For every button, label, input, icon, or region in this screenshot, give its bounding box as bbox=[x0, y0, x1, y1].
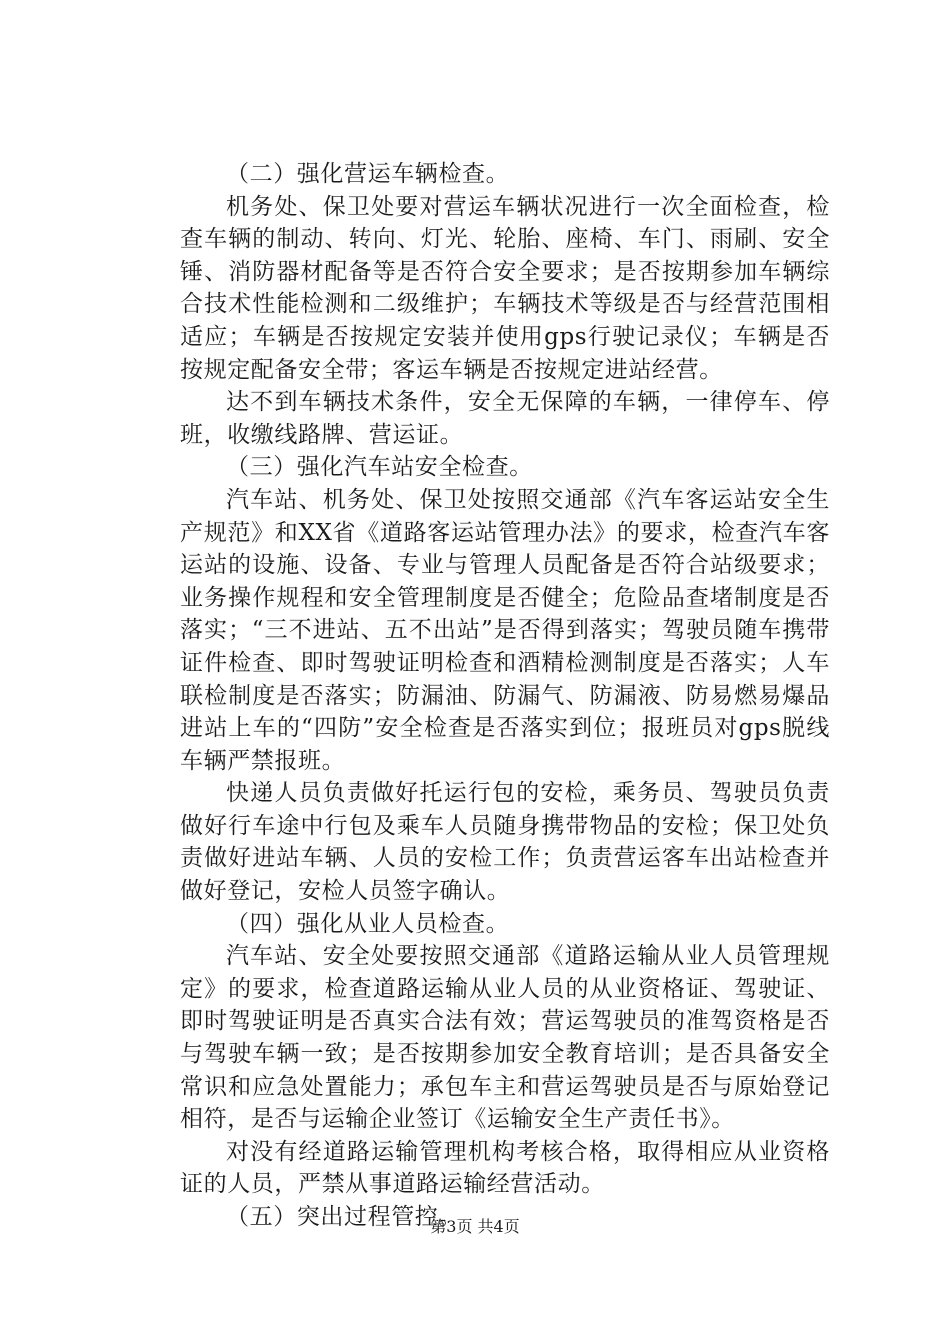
body-paragraph: 机务处、保卫处要对营运车辆状况进行一次全面检查，检查车辆的制动、转向、灯光、轮胎、座椅、车门、雨刷、安全锤、消防器材配备等是否符合安全要求；是否按期参加车辆综合技术性能检测和二级维护；车辆技术等级是否与经营范围相适应；车辆是否按规定安装并使用gps行驶记录仪；车辆是否按规定配备安全带；客运车辆是否按规定进站经营。 bbox=[180, 193, 830, 383]
section-heading-3: （三）强化汽车站安全检查。 bbox=[226, 454, 533, 481]
page-footer: 第3页 共4页 bbox=[430, 1217, 520, 1236]
body-paragraph: 对没有经道路运输管理机构考核合格，取得相应从业资格证的人员，严禁从事道路运输经营活动。 bbox=[180, 1138, 830, 1198]
section-heading-4: （四）强化从业人员检查。 bbox=[226, 910, 510, 937]
body-paragraph: 快递人员负责做好托运行包的安检，乘务员、驾驶员负责做好行车途中行包及乘车人员随身携带物品的安检；保卫处负责做好进站车辆、人员的安检工作；负责营运客车出站检查并做好登记，安检人员签字确认。 bbox=[180, 780, 830, 905]
section-heading-2: （二）强化营运车辆检查。 bbox=[226, 161, 510, 187]
body-paragraph: 达不到车辆技术条件，安全无保障的车辆，一律停车、停班，收缴线路牌、营运证。 bbox=[180, 389, 830, 448]
document-body bbox=[180, 158, 830, 1234]
body-paragraph: 汽车站、机务处、保卫处按照交通部《汽车客运站安全生产规范》和XX省《道路客运站管理办法》的要求，检查汽车客运站的设施、设备、专业与管理人员配备是否符合站级要求；业务操作规程和安全管理制度是否健全；危险品查堵制度是否落实；“三不进站、五不出站”是否得到落实；驾驶员随车携带证件检查、即时驾驶证明检查和酒精检测制度是否落实；人车联检制度是否落实；防漏油、防漏气、防漏液、防易燃易爆品进站上车的“四防”安全检查是否落实到位；报班员对gps脱线车辆严禁报班。 bbox=[180, 486, 830, 774]
body-paragraph: 汽车站、安全处要按照交通部《道路运输从业人员管理规定》的要求，检查道路运输从业人员的从业资格证、驾驶证、即时驾驶证明是否真实合法有效；营运驾驶员的准驾资格是否与驾驶车辆一致；是否按期参加安全教育培训；是否具备安全常识和应急处置能力；承包车主和营运驾驶员是否与原始登记相符，是否与运输企业签订《运输安全生产责任书》。 bbox=[180, 943, 830, 1133]
section-heading-5: （五）突出过程管控。 bbox=[226, 1204, 462, 1230]
